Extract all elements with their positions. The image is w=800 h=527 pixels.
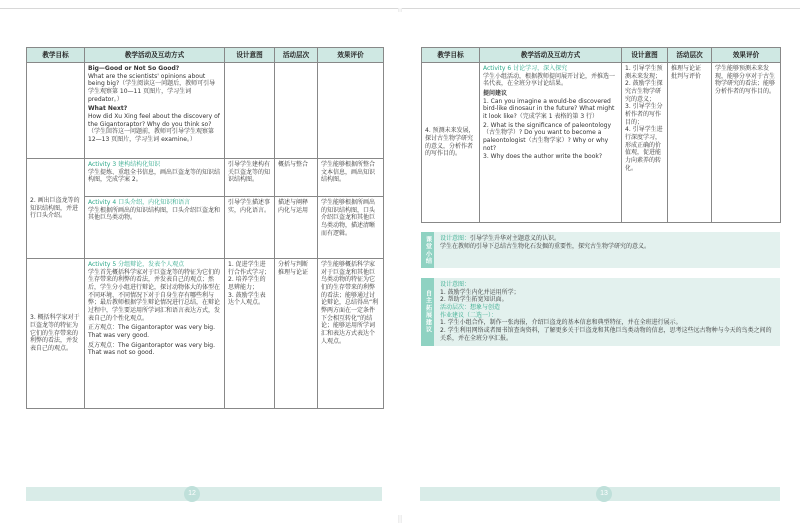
table-row — [422, 63, 781, 223]
activity-cell — [480, 63, 622, 223]
homework-item: 2. 学生利用网络或者图书馆查询资料，了解更多关于巨盗龙和其他巨鸟类动物的信息，思考这些远古物种与今天的鸟类之间的关系，并在全班分享汇报。 — [440, 327, 772, 342]
header-effect: 效果评价 — [712, 48, 781, 63]
intent-cell — [225, 63, 275, 159]
right-page — [400, 12, 800, 515]
question-title: 提问建议 — [483, 90, 508, 98]
class-summary-banner — [421, 232, 780, 268]
level-cell: 分析与判断 推理与论证 — [275, 259, 318, 409]
banner-text: 1. 鼓励学生内化并运用所学； — [440, 288, 520, 296]
header-effect: 效果评价 — [318, 48, 384, 63]
banner-tag: 自主拓展建议 — [421, 278, 434, 346]
banner-text: 2. 帮助学生拓宽知识面。 — [440, 296, 508, 304]
goal-cell — [27, 63, 85, 159]
level-cell — [275, 63, 318, 159]
goal-cell: 4. 预测未来发展，探讨古生物学研究的意义，分析作者的写作目的。 — [422, 63, 480, 223]
activity-cell — [85, 197, 225, 259]
banner-body — [440, 232, 780, 253]
activity-body: 学生小组活动，根据教师提问展开讨论，并推选一名代表，在全班分享讨论结果。 — [483, 72, 616, 88]
intent-cell: 引导学生建构有关巨盗龙等的知识结构图。 — [225, 159, 275, 197]
level-cell: 描述与阐释 内化与运用 — [275, 197, 318, 259]
level-cell: 推理与论证 批判与评价 — [668, 63, 712, 223]
intent-cell: 1. 促进学生进行合作式学习； 2. 培养学生的思辨能力； 3. 鼓励学生表达个人观点。 — [225, 259, 275, 409]
activity-title: Activity 3 建构结构化知识 — [88, 161, 161, 168]
question-text: How did Xu Xing feel about the discovery of the Gigantoraptor? Why do you think so?（学生回答这一问题前，教师可引导学生观察第 12—13 页图片，学习生词 examine。） — [88, 113, 220, 144]
banner-tag: 课堂小结 — [421, 232, 434, 268]
footer-band — [26, 487, 382, 501]
header-level: 活动层次 — [275, 48, 318, 63]
banner-body — [440, 278, 780, 345]
page-number: 13 — [596, 486, 612, 502]
activity-cell — [85, 259, 225, 409]
table-row — [27, 63, 384, 159]
header-goal: 教学目标 — [422, 48, 480, 63]
header-intent: 设计意图 — [622, 48, 668, 63]
right-lesson-table — [421, 47, 781, 223]
section-title: Big—Good or Not So Good? — [88, 65, 180, 72]
table-header-row — [27, 48, 384, 63]
header-intent: 设计意图 — [225, 48, 275, 63]
activity-cell — [85, 159, 225, 197]
con-viewpoint: 反方观点：The Gigantoraptor was very big. That was not so good. — [88, 341, 216, 357]
question-list — [483, 98, 618, 161]
effect-cell: 学生能够概括科学家对于巨盗龙和其他巨鸟类动物的特征为它们的生存带来的利弊的看法；能够通过讨论辩论，总结得出“利弊两方面在一定条件下会相互转化”的结论；能够运用所学词汇和表达方式表达个人观点。 — [318, 259, 384, 409]
homework-item: 1. 学生小组合作，制作一张海报，介绍巨盗龙的基本信息和典型特征，并在全班进行展示。 — [440, 319, 682, 327]
activity-title: Activity 5 分组辩论，发表个人观点 — [88, 261, 185, 268]
effect-cell: 学生能够根据所画出的知识结构图，口头介绍巨盗龙和其他巨鸟类动物，描述清晰而有逻辑。 — [318, 197, 384, 259]
homework-title: 作业建议（二选一）： — [440, 311, 498, 319]
activity-body: 学生提炼、重组全书信息，画出巨盗龙等的知识结构图，完成学案 2。 — [88, 168, 221, 184]
page-number: 12 — [184, 486, 200, 502]
list-item: 1. Can you imagine a would-be discovered bird-like dinosaur in the future? What might it look like?（完成学案 1 表格的第 3 行） — [483, 97, 615, 121]
question-text: What are the scientists' opinions about being big?（学生阅读这一问题后，教师可引导学生观察第 10—11 页图片，学习生词 predator。） — [88, 72, 216, 103]
intent-cell: 1. 引导学生预测未来发现； 2. 鼓励学生探究古生物学研究的意义； 3. 引导学生分析作者的写作目的； 4. 引导学生进行深度学习，形成正确的价值观，促进能力向素养的转化。 — [622, 63, 668, 223]
banner-text: 引导学生升华对主题意义的认识。 — [470, 235, 561, 242]
effect-cell: 学生能够预测未来发现，能够分享对于古生物学研究的看法；能够分析作者的写作目的。 — [712, 63, 781, 223]
section-title: What Next? — [88, 105, 128, 113]
goal-cell: 2. 画出巨盗龙等的知识结构图，并进行口头介绍。 — [27, 159, 85, 259]
table-row — [27, 159, 384, 197]
left-lesson-table — [26, 47, 384, 409]
list-item: 2. What is the significance of paleontology（古生物学）? Do you want to become a paleontologist（古生物学家）? Why or why not? — [483, 121, 612, 152]
goal-cell: 3. 概括科学家对于巨盗龙等的特征为它们的生存带来的利弊的看法，并发表自己的观点。 — [27, 259, 85, 409]
effect-cell: 学生能够根据所整合文本信息，画出知识结构图。 — [318, 159, 384, 197]
table-row — [27, 259, 384, 409]
banner-label: 设计意图： — [440, 235, 471, 242]
banner-label: 设计意图： — [440, 281, 471, 288]
pro-viewpoint: 正方观点：The Gigantoraptor was very big. That was very good. — [88, 324, 216, 340]
banner-text: 学生在教师的引导下总结古生物化石发掘的重要性，探究古生物学研究的意义。 — [440, 242, 651, 250]
effect-cell — [318, 63, 384, 159]
activity-cell — [85, 63, 225, 159]
level-cell: 概括与整合 — [275, 159, 318, 197]
header-level: 活动层次 — [668, 48, 712, 63]
banner-level: 活动层次：想象与创造 — [440, 304, 501, 312]
activity-body: 学生首先概括科学家对于巨盗龙等的特征为它们的生存带来的利弊的看法，并发表自己的观点；然后，学生分小组进行辩论，探讨动物体大的体型在不同环境、不同情况下对于自身生存有哪些利与弊；最后教师根据学生辩论情况进行总结，在辩论过程中，学生要运用所学词汇和语言表达方式，发表自己的个性化观点。 — [88, 268, 221, 322]
activity-title: Activity 6 讨论学习，深入探究 — [483, 65, 568, 72]
list-item: 3. Why does the author write the book? — [483, 153, 603, 161]
left-page — [0, 12, 400, 515]
header-goal: 教学目标 — [27, 48, 85, 63]
extension-banner — [421, 278, 780, 346]
activity-title: Activity 4 口头介绍，内化知识和语言 — [88, 199, 191, 206]
table-header-row — [422, 48, 781, 63]
header-activity: 教学活动及互动方式 — [85, 48, 225, 63]
header-activity: 教学活动及互动方式 — [480, 48, 622, 63]
intent-cell: 引导学生描述事实，内化语言。 — [225, 197, 275, 259]
activity-body: 学生根据所画出的知识结构图，口头介绍巨盗龙和其他巨鸟类动物。 — [88, 206, 221, 222]
